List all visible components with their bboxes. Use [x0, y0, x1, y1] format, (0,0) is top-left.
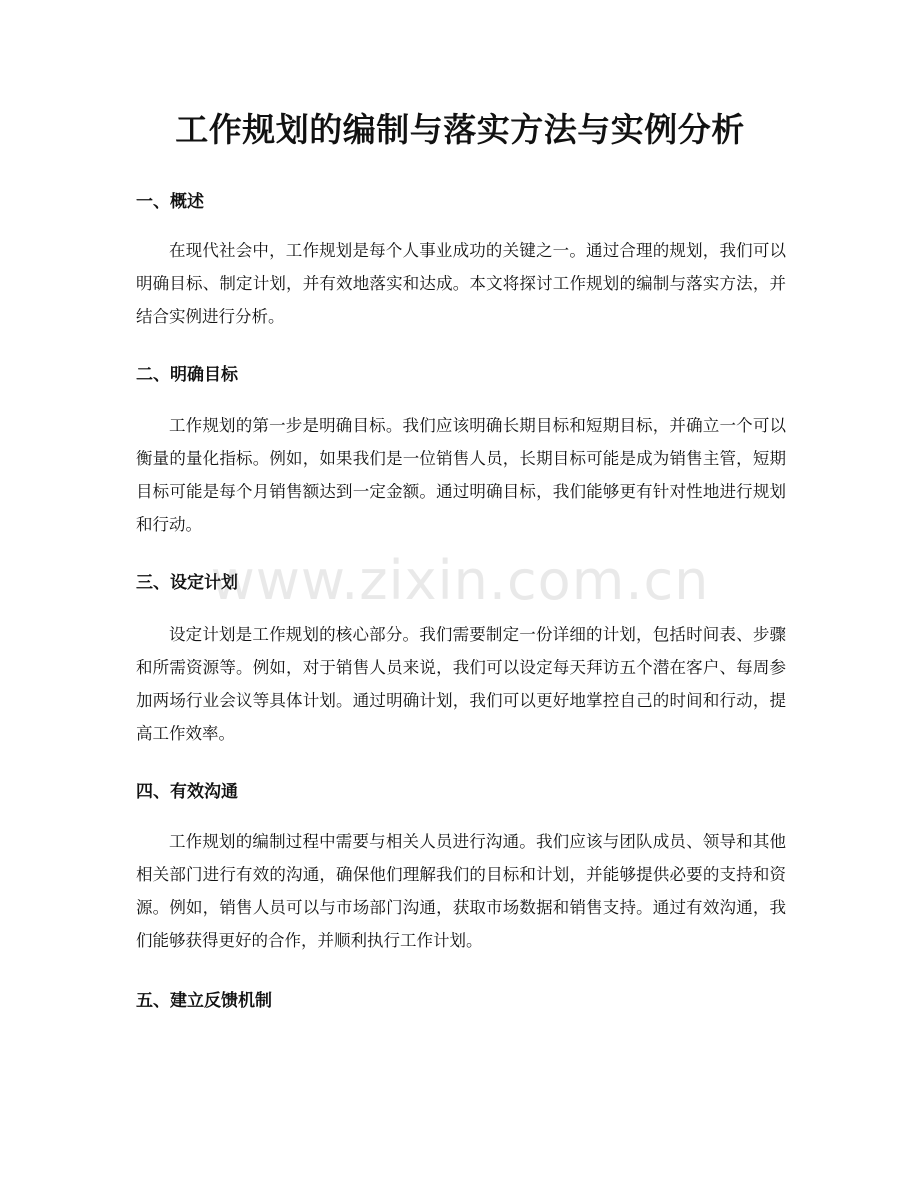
section-paragraph-plan: 设定计划是工作规划的核心部分。我们需要制定一份详细的计划，包括时间表、步骤和所需资源等。例如，对于销售人员来说，我们可以设定每天拜访五个潜在客户、每周参加两场行业会议等具体计划。通过明确计划，我们可以更好地掌控自己的时间和行动，提高工作效率。 — [136, 625, 786, 743]
section-paragraph-overview: 在现代社会中，工作规划是每个人事业成功的关键之一。通过合理的规划，我们可以明确目标、制定计划，并有效地落实和达成。本文将探讨工作规划的编制与落实方法，并结合实例进行分析。 — [136, 241, 786, 326]
section-heading-plan: 三、设定计划 — [136, 573, 238, 593]
watermark-text: www.zixin.com.cn — [210, 549, 710, 612]
section-heading-goals: 二、明确目标 — [136, 365, 238, 385]
section-heading-feedback: 五、建立反馈机制 — [136, 991, 272, 1011]
section-heading-communication: 四、有效沟通 — [136, 782, 238, 802]
document-title: 工作规划的编制与落实方法与实例分析 — [175, 110, 745, 149]
section-heading-overview: 一、概述 — [136, 192, 204, 212]
section-paragraph-communication: 工作规划的编制过程中需要与相关人员进行沟通。我们应该与团队成员、领导和其他相关部门进行有效的沟通，确保他们理解我们的目标和计划，并能够提供必要的支持和资源。例如，销售人员可以与市场部门沟通，获取市场数据和销售支持。通过有效沟通，我们能够获得更好的合作，并顺利执行工作计划。 — [136, 832, 786, 950]
section-paragraph-goals: 工作规划的第一步是明确目标。我们应该明确长期目标和短期目标，并确立一个可以衡量的量化指标。例如，如果我们是一位销售人员，长期目标可能是成为销售主管，短期目标可能是每个月销售额达到一定金额。通过明确目标，我们能够更有针对性地进行规划和行动。 — [136, 416, 786, 534]
